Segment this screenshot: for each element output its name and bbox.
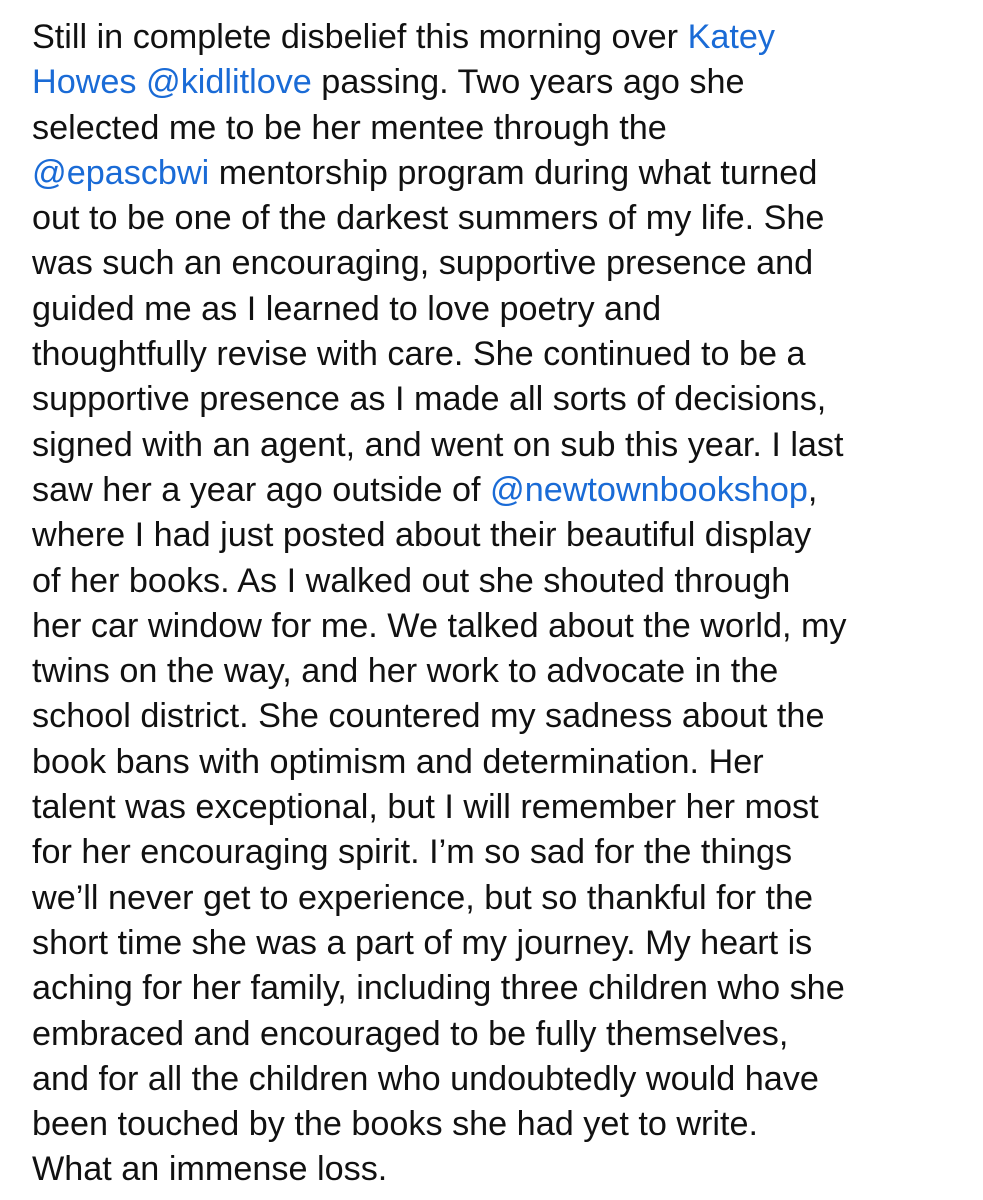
- post-text-line: [32, 966, 967, 1011]
- post-text-line: [32, 649, 967, 694]
- post-text-segment: short time she was a part of my journey. My heart is: [32, 923, 813, 962]
- post-text-line: [32, 1012, 967, 1057]
- post-text-line: [32, 921, 967, 966]
- post-text-line: [32, 785, 967, 830]
- post-text-segment: school district. She countered my sadness about the: [32, 697, 825, 736]
- post-text-line: [32, 876, 967, 921]
- post-text-line: [32, 151, 967, 196]
- post-text-line: [32, 559, 967, 604]
- post-text-segment: been touched by the books she had yet to write.: [32, 1105, 759, 1144]
- post-text-line: [32, 377, 967, 422]
- post-text-line: [32, 513, 967, 558]
- post-text-line: [32, 694, 967, 739]
- post-text-line: [32, 1147, 967, 1192]
- post-text-line: [32, 830, 967, 875]
- post-text-segment: supportive presence as I made all sorts of decisions,: [32, 380, 827, 419]
- post-text-segment: guided me as I learned to love poetry and: [32, 289, 662, 328]
- post-text-segment: talent was exceptional, but I will remember her most: [32, 788, 819, 827]
- post-text-segment: selected me to be her mentee through the: [32, 108, 667, 147]
- post-text-line: [32, 287, 967, 332]
- post-text-line: [32, 1102, 967, 1147]
- post-text-line: [32, 106, 967, 151]
- post-text-segment: aching for her family, including three children who she: [32, 969, 845, 1008]
- post-text-line: [32, 196, 967, 241]
- post-text-segment: passing. Two years ago she: [311, 63, 745, 102]
- post-text-segment: and for all the children who undoubtedly would have: [32, 1059, 819, 1098]
- post-text-line: [32, 332, 967, 377]
- post-text-line: [32, 468, 967, 513]
- post-text-line: [32, 60, 967, 105]
- mention-link[interactable]: Katey: [687, 18, 775, 56]
- post-text-line: [32, 241, 967, 286]
- post-text-segment: we’ll never get to experience, but so thankful for the: [32, 878, 814, 917]
- post-text-segment: where I had just posted about their beautiful display: [32, 516, 812, 555]
- post-text-segment: embraced and encouraged to be fully themselves,: [32, 1014, 789, 1053]
- post-text-line: [32, 423, 967, 468]
- post-text-segment: out to be one of the darkest summers of my life. She: [32, 199, 825, 238]
- post-text-segment: ,: [807, 470, 818, 509]
- post-text-segment: of her books. As I walked out she shouted through: [32, 561, 791, 600]
- post-text-segment: thoughtfully revise with care. She continued to be a: [32, 335, 806, 374]
- post-text-segment: Still in complete disbelief this morning over: [32, 18, 688, 56]
- post-text-line: [32, 1057, 967, 1102]
- mention-link[interactable]: @newtownbookshop: [490, 470, 808, 509]
- mention-link[interactable]: @epascbwi: [32, 153, 210, 192]
- post-text-line: [32, 604, 967, 649]
- post-text-segment: twins on the way, and her work to advocate in the: [32, 652, 779, 691]
- post-text-segment: book bans with optimism and determination. Her: [32, 742, 764, 781]
- post-text-segment: signed with an agent, and went on sub this year. I last: [32, 425, 844, 464]
- post-text-line: [32, 740, 967, 785]
- post-text-segment: was such an encouraging, supportive presence and: [32, 244, 814, 283]
- post-text-line: [32, 15, 967, 60]
- post-text-segment: saw her a year ago outside of: [32, 470, 491, 509]
- post-text-segment: for her encouraging spirit. I’m so sad for the things: [32, 833, 793, 872]
- post-text-segment: mentorship program during what turned: [209, 153, 818, 192]
- post-text-segment: her car window for me. We talked about the world, my: [32, 606, 847, 645]
- post-text-segment: What an immense loss.: [32, 1150, 388, 1189]
- post-body: [32, 15, 967, 1193]
- mention-link[interactable]: Howes @kidlitlove: [32, 63, 312, 102]
